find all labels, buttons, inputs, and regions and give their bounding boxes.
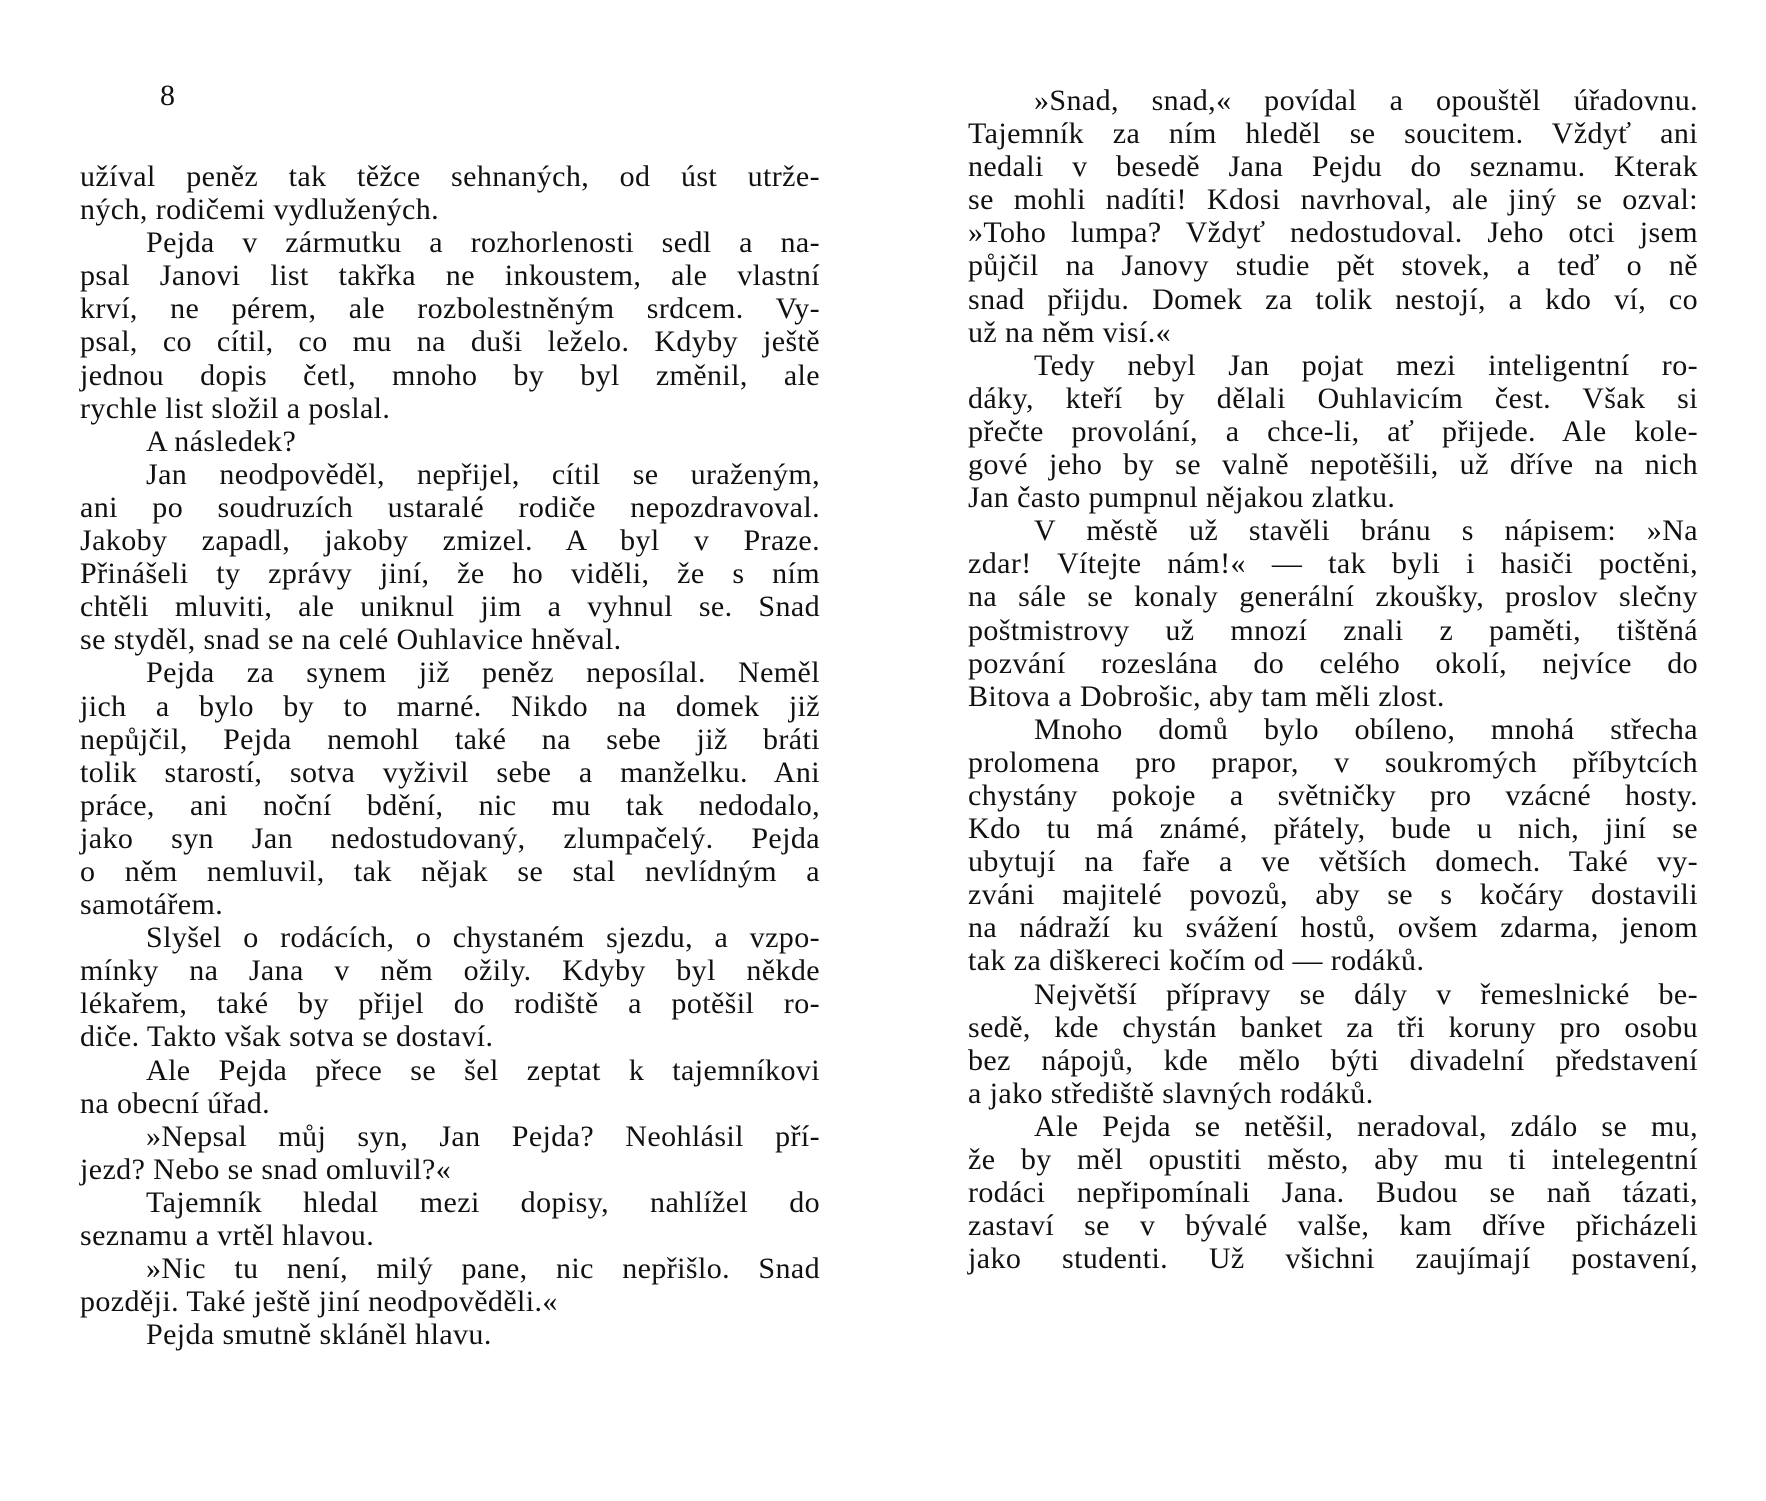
- text-line: psal, co cítil, co mu na duši leželo. Kdyby ještě: [80, 325, 820, 359]
- text-line: jako syn Jan nedostudovaný, zlumpačelý. Pejda: [80, 821, 820, 855]
- text-line: krví, ne pérem, ale rozbolestněným srdcem. Vy-: [80, 292, 820, 326]
- text-line: Ale Pejda přece se šel zeptat k tajemníkovi: [146, 1053, 820, 1087]
- text-line: jednou dopis četl, mnoho by byl změnil, ale: [80, 358, 820, 392]
- text-line: jich a bylo by to marné. Nikdo na domek již: [80, 689, 820, 723]
- text-line: samotářem.: [80, 888, 224, 922]
- left-page-text: [80, 160, 820, 1351]
- right-page-text: [968, 84, 1698, 1275]
- text-line: později. Také ještě jiní neodpověděli.«: [80, 1285, 558, 1319]
- text-line: užíval peněz tak těžce sehnaných, od úst utrže-: [80, 160, 820, 193]
- text-line: a jako střediště slavných rodáků.: [968, 1076, 1374, 1110]
- text-line: půjčil na Janovy studie pět stovek, a teď o ně: [968, 249, 1698, 283]
- text-line: chystány pokoje a světničky pro vzácné hosty.: [968, 778, 1698, 812]
- text-line: »Toho lumpa? Vždyť nedostudoval. Jeho otci jsem: [968, 216, 1698, 250]
- text-line: zváni majitelé povozů, aby se s kočáry dostavili: [968, 878, 1698, 912]
- text-line: nepůjčil, Pejda nemohl také na sebe již bráti: [80, 722, 820, 756]
- text-line: Přinášeli ty zprávy jiní, že ho viděli, že s ním: [80, 557, 820, 591]
- text-line: mínky na Jana v něm ožily. Kdyby byl někde: [80, 954, 820, 988]
- text-line: V městě už stavěli bránu s nápisem: »Na: [1034, 514, 1698, 548]
- text-line: Jakoby zapadl, jakoby zmizel. A byl v Praze.: [80, 524, 820, 558]
- text-line: ných, rodičemi vydlužených.: [80, 193, 440, 227]
- text-line: Kdo tu má známé, přátely, bude u nich, jiní se: [968, 812, 1698, 846]
- page-number: 8: [160, 79, 175, 112]
- text-line: už na něm visí.«: [968, 315, 1172, 349]
- text-line: Tajemník za ním hleděl se soucitem. Vždyť ani: [968, 117, 1698, 151]
- text-line: sedě, kde chystán banket za tři koruny pro osobu: [968, 1010, 1698, 1044]
- text-line: snad přijdu. Domek za tolik nestojí, a kdo ví, co: [968, 282, 1698, 316]
- text-line: »Nic tu není, milý pane, nic nepřišlo. Snad: [146, 1252, 820, 1286]
- text-line: na sále se konaly generální zkoušky, proslov slečny: [968, 580, 1698, 614]
- text-line: prolomena pro prapor, v soukromých příbytcích: [968, 745, 1698, 779]
- text-line: »Nepsal můj syn, Jan Pejda? Neohlásil pří-: [146, 1119, 820, 1153]
- text-line: pozvání rozeslána do celého okolí, nejvíce do: [968, 646, 1698, 680]
- text-line: lékařem, také by přijel do rodiště a potěšil ro-: [80, 987, 820, 1021]
- text-line: jezd? Nebo se snad omluvil?«: [80, 1152, 452, 1186]
- text-line: zdar! Vítejte nám!« — tak byli i hasiči poctěni,: [968, 547, 1698, 581]
- text-line: že by měl opustiti město, aby mu ti intelegentní: [968, 1143, 1698, 1176]
- text-line: poštmistrovy už mnozí znali z paměti, tištěná: [968, 613, 1698, 647]
- text-line: Pejda smutně skláněl hlavu.: [146, 1318, 492, 1352]
- text-line: přečte provolání, a chce-li, ať přijede. Ale kole-: [968, 414, 1698, 448]
- text-line: ani po soudruzích ustaralé rodiče nepozdravoval.: [80, 490, 820, 524]
- text-line: jako studenti. Už všichni zaujímají postavení,: [968, 1242, 1698, 1276]
- text-line: tolik starostí, sotva vyživil sebe a manželku. Ani: [80, 755, 820, 789]
- text-line: »Snad, snad,« povídal a opouštěl úřadovnu.: [1034, 84, 1698, 117]
- text-line: nedali v besedě Jana Pejdu do seznamu. Kterak: [968, 150, 1698, 184]
- text-line: ubytují na faře a ve větších domech. Také vy-: [968, 845, 1698, 879]
- text-line: Mnoho domů bylo obíleno, mnohá střecha: [1034, 712, 1698, 746]
- text-line: na nádraží ku svážení hostů, ovšem zdarma, jenom: [968, 911, 1698, 945]
- text-line: bez nápojů, kde mělo býti divadelní představení: [968, 1043, 1698, 1077]
- text-line: Jan neodpověděl, nepřijel, cítil se uraženým,: [146, 457, 820, 491]
- text-line: Jan často pumpnul nějakou zlatku.: [968, 481, 1396, 515]
- text-line: Slyšel o rodácích, o chystaném sjezdu, a vzpo-: [146, 921, 820, 955]
- text-line: o něm nemluvil, tak nějak se stal nevlídným a: [80, 854, 820, 888]
- text-line: Tajemník hledal mezi dopisy, nahlížel do: [146, 1185, 820, 1219]
- text-line: tak za diškereci kočím od — rodáků.: [968, 944, 1425, 978]
- text-line: Pejda za synem již peněz neposílal. Neměl: [146, 656, 820, 690]
- text-line: Ale Pejda se netěšil, neradoval, zdálo se mu,: [1034, 1109, 1698, 1143]
- text-line: Pejda v zármutku a rozhorlenosti sedl a na-: [146, 226, 820, 260]
- text-line: na obecní úřad.: [80, 1086, 271, 1120]
- text-line: psal Janovi list takřka ne inkoustem, ale vlastní: [80, 259, 820, 293]
- text-line: chtěli mluviti, ale uniknul jim a vyhnul se. Snad: [80, 590, 820, 624]
- text-line: se mohli nadíti! Kdosi navrhoval, ale jiný se ozval:: [968, 183, 1698, 217]
- text-line: Bitova a Dobrošic, aby tam měli zlost.: [968, 679, 1445, 713]
- text-line: rodáci nepřipomínali Jana. Budou se naň tázati,: [968, 1176, 1698, 1210]
- text-line: rychle list složil a poslal.: [80, 391, 391, 425]
- text-line: Tedy nebyl Jan pojat mezi inteligentní ro-: [1034, 348, 1698, 382]
- text-line: gové jeho by se valně nepotěšili, už dříve na nich: [968, 448, 1698, 482]
- text-line: zastaví se v bývalé valše, kam dříve přicházeli: [968, 1209, 1698, 1243]
- text-line: A následek?: [146, 424, 297, 458]
- text-line: dáky, kteří by dělali Ouhlavicím čest. Však si: [968, 381, 1698, 415]
- text-line: práce, ani noční bdění, nic mu tak nedodalo,: [80, 788, 820, 822]
- text-line: se styděl, snad se na celé Ouhlavice hněval.: [80, 623, 622, 657]
- text-line: Největší přípravy se dály v řemeslnické be-: [1034, 977, 1698, 1011]
- text-line: diče. Takto však sotva se dostaví.: [80, 1020, 494, 1054]
- text-line: seznamu a vrtěl hlavou.: [80, 1219, 375, 1252]
